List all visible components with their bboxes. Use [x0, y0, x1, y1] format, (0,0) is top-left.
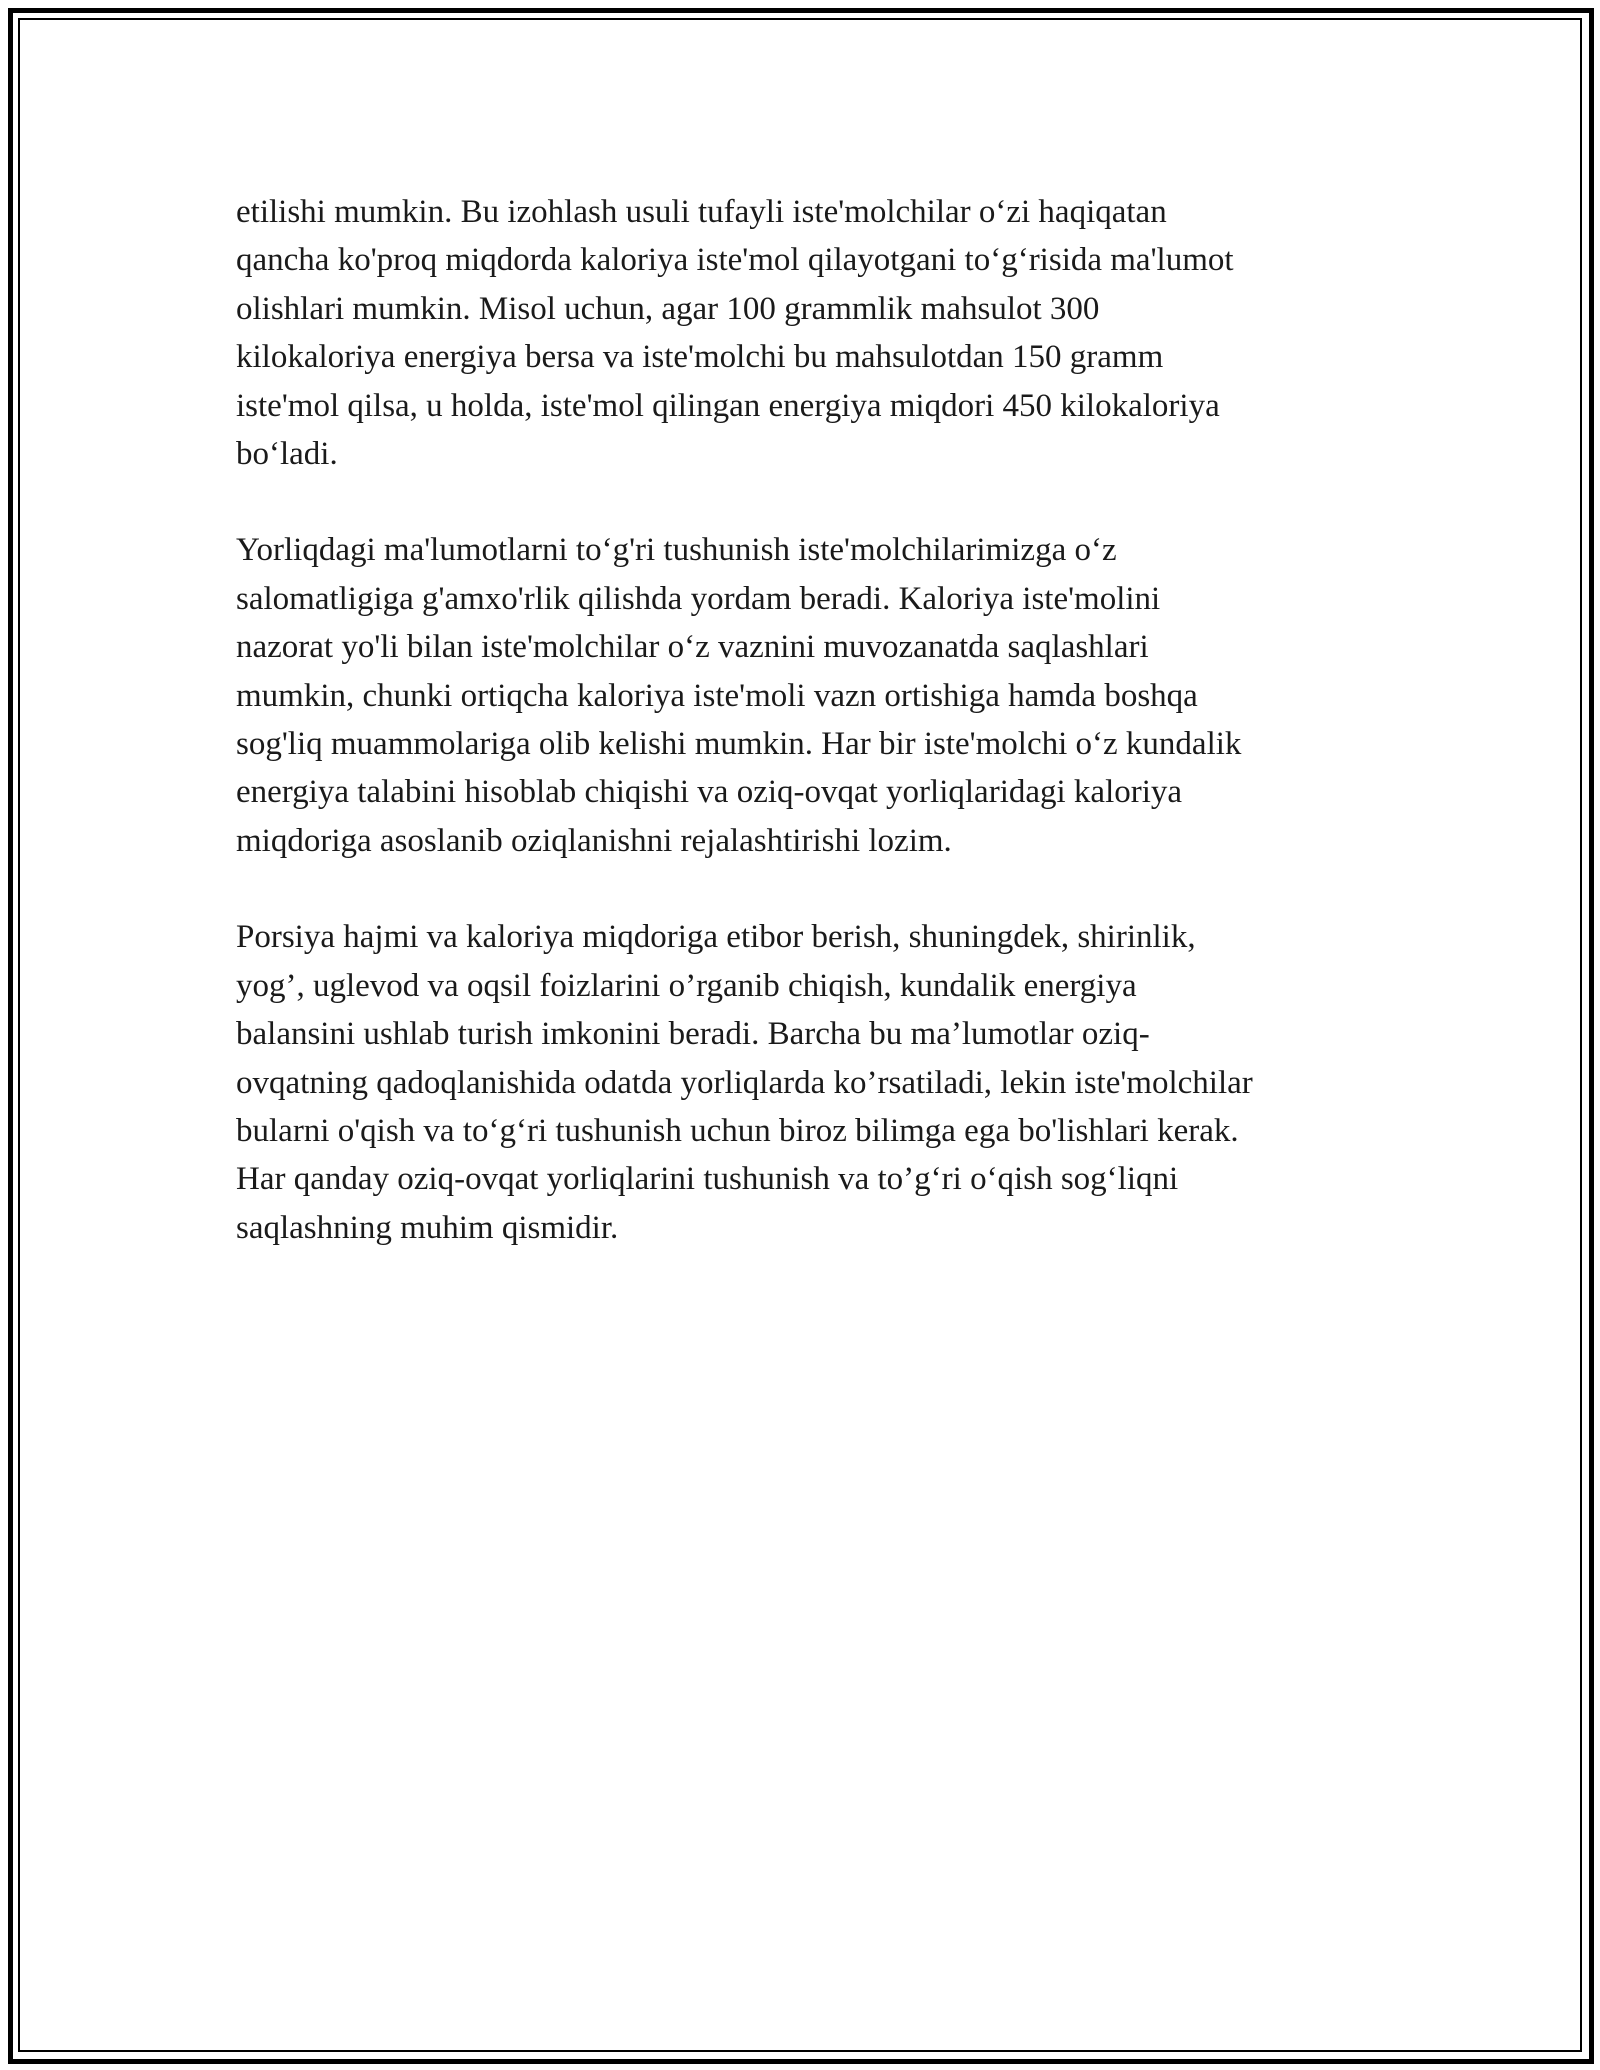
paragraph-3 — [236, 913, 1406, 1252]
text-line: bo‘ladi. — [236, 436, 338, 473]
text-line: sog'liq muammolariga olib kelishi mumkin. Har bir iste'molchi o‘z kundalik — [236, 726, 1242, 763]
text-line: energiya talabini hisoblab chiqishi va oziq-ovqat yorliqlaridagi kaloriya — [236, 774, 1183, 811]
paragraph-1 — [236, 188, 1406, 478]
text-line: Porsiya hajmi va kaloriya miqdoriga etibor berish, shuningdek, shirinlik, — [236, 919, 1196, 956]
text-line: nazorat yo'li bilan iste'molchilar o‘z vaznini muvozanatda saqlashlari — [236, 629, 1149, 666]
text-line: mumkin, chunki ortiqcha kaloriya iste'moli vazn ortishiga hamda boshqa — [236, 677, 1198, 714]
paragraph-2 — [236, 526, 1406, 865]
text-line: miqdoriga asoslanib oziqlanishni rejalashtirishi lozim. — [236, 822, 952, 859]
text-line: etilishi mumkin. Bu izohlash usuli tufayli iste'molchilar o‘zi haqiqatan — [236, 194, 1167, 230]
text-line: Yorliqdagi ma'lumotlarni to‘g'ri tushunish iste'molchilarimizga o‘z — [236, 532, 1117, 569]
text-line: salomatligiga g'amxo'rlik qilishda yordam beradi. Kaloriya iste'molini — [236, 580, 1161, 617]
text-line: bularni o'qish va to‘g‘ri tushunish uchun biroz bilimga ega bo'lishlari kerak. — [236, 1112, 1239, 1149]
text-line: kilokaloriya energiya bersa va iste'molchi bu mahsulotdan 150 gramm — [236, 339, 1164, 376]
text-line: qancha ko'proq miqdorda kaloriya iste'mol qilayotgani to‘g‘risida ma'lumot — [236, 242, 1234, 279]
text-line: iste'mol qilsa, u holda, iste'mol qilingan energiya miqdori 450 kilokaloriya — [236, 387, 1220, 424]
text-line: ovqatning qadoqlanishida odatda yorliqlarda ko’rsatiladi, lekin iste'molchilar — [236, 1064, 1253, 1101]
text-line: yog’, uglevod va oqsil foizlarini o’rganib chiqish, kundalik energiya — [236, 967, 1137, 1004]
document-body — [236, 188, 1406, 1300]
text-line: olishlari mumkin. Misol uchun, agar 100 grammlik mahsulot 300 — [236, 290, 1100, 327]
text-line: saqlashning muhim qismidir. — [236, 1209, 619, 1246]
text-line: Har qanday oziq-ovqat yorliqlarini tushunish va to’g‘ri o‘qish sog‘liqni — [236, 1161, 1179, 1198]
text-line: balansini ushlab turish imkonini beradi. Barcha bu ma’lumotlar oziq- — [236, 1016, 1150, 1053]
